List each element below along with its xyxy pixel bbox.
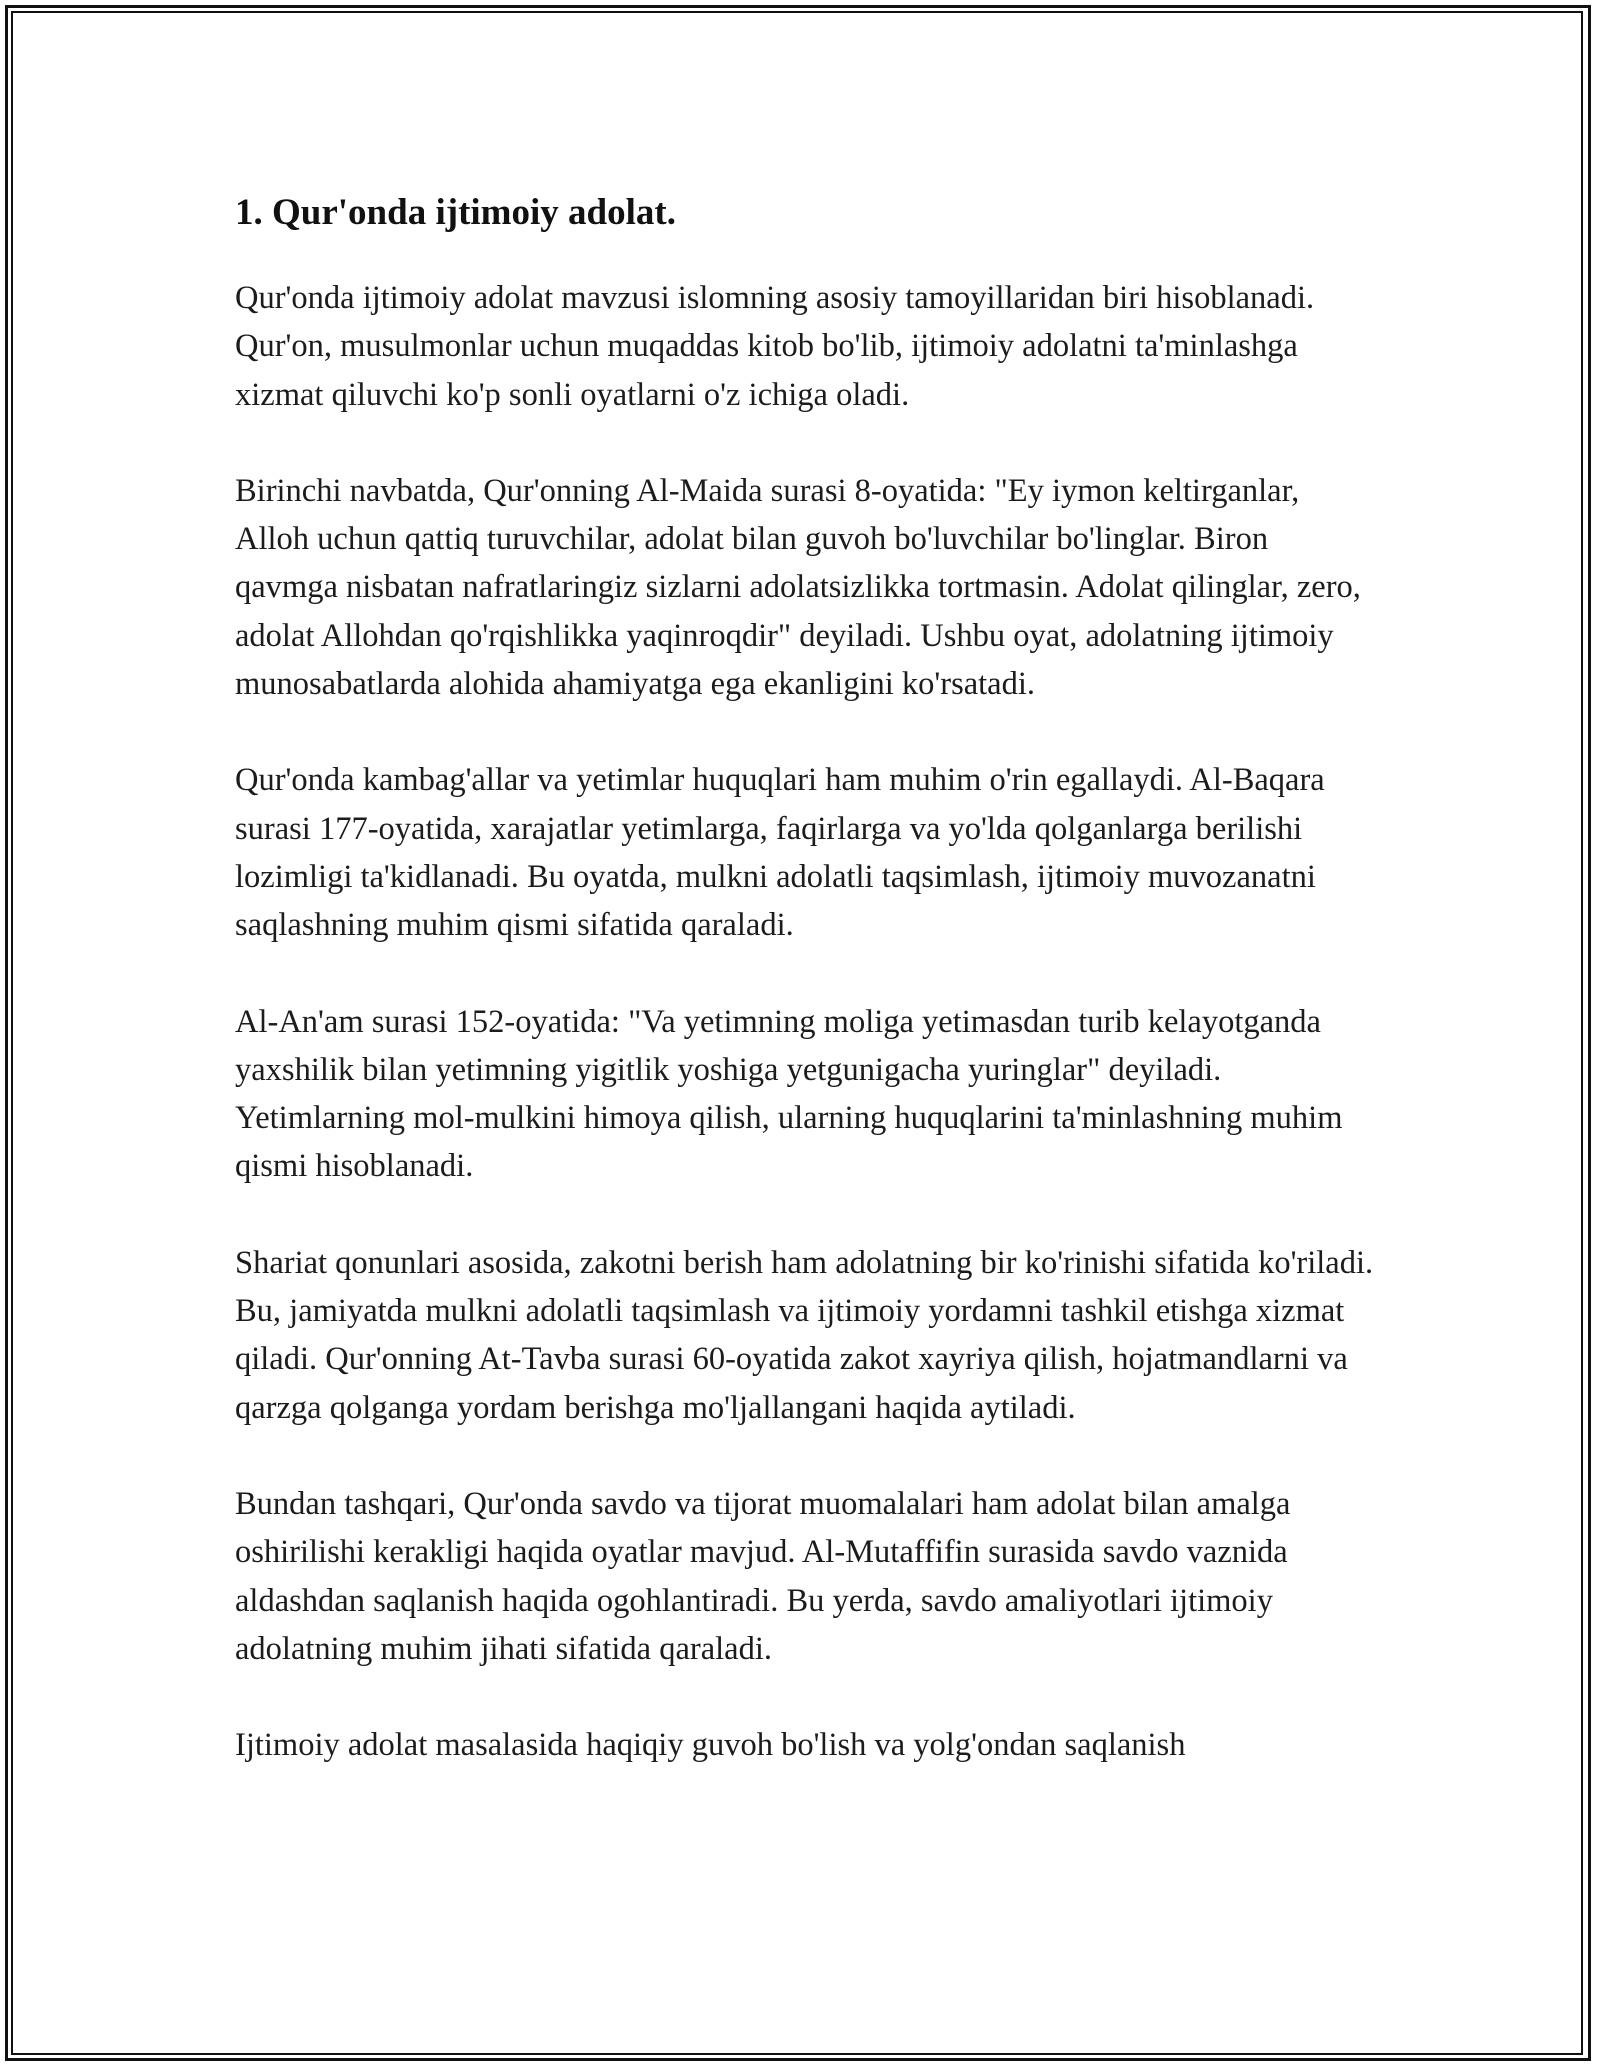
paragraph-savdo: Bundan tashqari, Qur'onda savdo va tijorat muomalalari ham adolat bilan amalga oshirilishi kerakligi haqida oyatlar mavjud. Al-Mutaffifin surasida savdo vaznida aldashdan saqlanish haqida ogohlantiradi. Bu yerda, savdo amaliyotlari ijtimoiy adolatning muhim jihati sifatida qaraladi. [235,1485,1291,1667]
paragraph-al-baqara: Qur'onda kambag'allar va yetimlar huquqlari ham muhim o'rin egallaydi. Al-Baqara surasi 177-oyatida, xarajatlar yetimlarga, faqirlarga va yo'lda qolganlarga berilishi lozimligi ta'kidlanadi. Bu oyatda, mulkni adolatli taqsimlash, ijtimoiy muvozanatni saqlashning muhim qismi sifatida qaraladi. [235,762,1325,944]
paragraph-al-maida: Birinchi navbatda, Qur'onning Al-Maida surasi 8-oyatida: "Ey iymon keltirganlar, Alloh uchun qattiq turuvchilar, adolat bilan guvoh bo'luvchilar bo'linglar. Biron qavmga nisbatan nafratlaringiz sizlarni adolatsizlikka tortmasin. Adolat qilinglar, zero, adolat Allohdan qo'rqishlikka yaqinroqdir" deyiladi. Ushbu oyat, adolatning ijtimoiy munosabatlarda alohida ahamiyatga ega ekanligini ko'rsatadi. [235,472,1361,703]
document-body [235,190,1375,1817]
paragraph-guvoh: Ijtimoiy adolat masalasida haqiqiy guvoh bo'lish va yolg'ondan saqlanish [235,1727,1186,1764]
paragraph-intro: Qur'onda ijtimoiy adolat mavzusi islomning asosiy tamoyillaridan biri hisoblanadi. Qur'on, musulmonlar uchun muqaddas kitob bo'lib, ijtimoiy adolatni ta'minlashga xizmat qiluvchi ko'p sonli oyatlarni o'z ichiga oladi. [235,280,1315,413]
paragraph-al-anam: Al-An'am surasi 152-oyatida: "Va yetimning moliga yetimasdan turib kelayotganda yaxshilik bilan yetimning yigitlik yoshiga yetgunigacha yuringlar" deyiladi. Yetimlarning mol-mulkini himoya qilish, ularning huquqlarini ta'minlashning muhim qismi hisoblanadi. [235,1003,1343,1185]
section-heading: 1. Qur'onda ijtimoiy adolat. [235,192,676,233]
paragraph-zakot: Shariat qonunlari asosida, zakotni berish ham adolatning bir ko'rinishi sifatida ko'riladi. Bu, jamiyatda mulkni adolatli taqsimlash va ijtimoiy yordamni tashkil etishga xizmat qiladi. Qur'onning At-Tavba surasi 60-oyatida zakot xayriya qilish, hojatmandlarni va qarzga qolganga yordam berishga mo'ljallangani haqida aytiladi. [235,1244,1374,1426]
